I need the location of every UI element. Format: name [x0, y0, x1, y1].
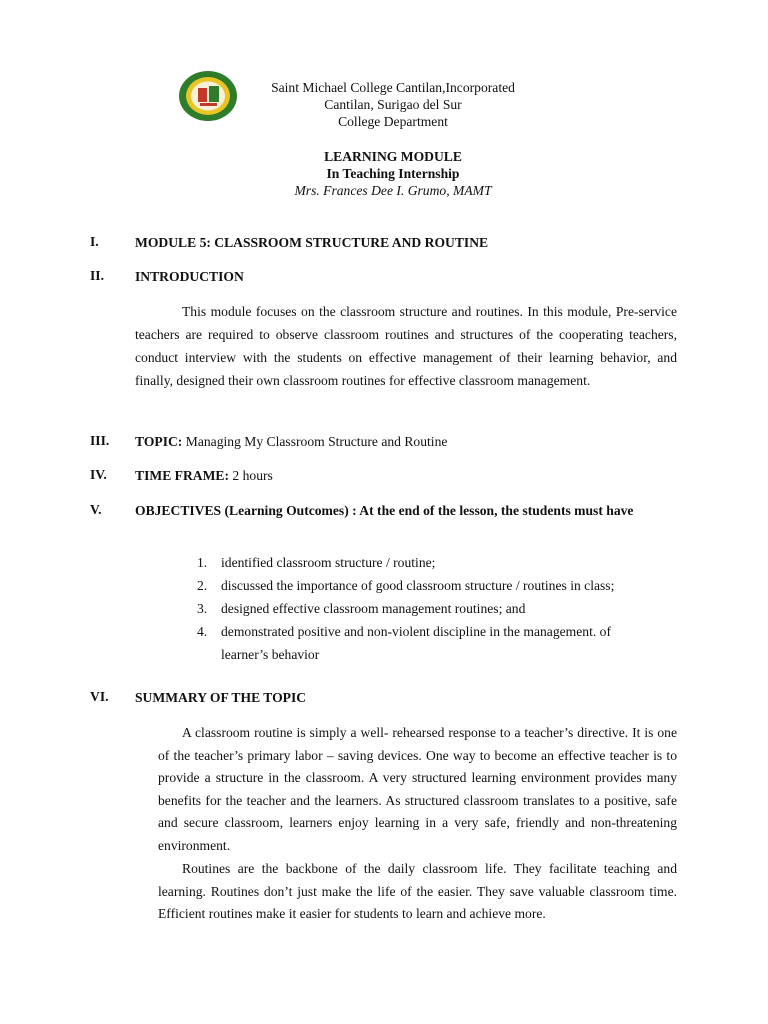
- section-number: II.: [90, 268, 104, 283]
- section-heading-objectives: OBJECTIVES (Learning Outcomes) : At the end of the lesson, the students must have: [135, 503, 634, 518]
- summary-paragraph-2: Routines are the backbone of the daily classroom life. They facilitate teaching and learning. Routines don’t just make the life of the easier. They save valuable classroom time. Efficient routines make it easier for students to learn and achieve more.: [158, 861, 677, 921]
- section-number: IV.: [90, 467, 107, 482]
- section-heading-module: MODULE 5: CLASSROOM STRUCTURE AND ROUTINE: [135, 235, 489, 250]
- course-name: In Teaching Internship: [326, 166, 460, 181]
- module-title: LEARNING MODULE: [324, 149, 462, 164]
- section-heading-summary: SUMMARY OF THE TOPIC: [135, 690, 307, 705]
- list-item: 4. demonstrated positive and non-violent discipline in the management. of learner’s behavior: [197, 620, 667, 666]
- list-item: 3. designed effective classroom management routines; and: [197, 601, 526, 616]
- topic-label: TOPIC:: [135, 434, 183, 449]
- section-number: VI.: [90, 689, 109, 704]
- topic-value: Managing My Classroom Structure and Routine: [185, 434, 448, 449]
- section-number: V.: [90, 502, 102, 517]
- summary-paragraph-1: A classroom routine is simply a well- rehearsed response to a teacher’s directive. It is one of the teacher’s primary labor – saving devices. One way to become an effective teacher is to provide a structure in the classroom. A very structured learning environment provides many benefits for the teacher and the learners. As structured classroom translates to a positive, safe and secure classroom, learners enjoy learning in a very safe, friendly and non-threatening environment.: [158, 725, 677, 853]
- section-number: I.: [90, 234, 99, 249]
- section-heading-time-frame: [135, 467, 675, 484]
- author: Mrs. Frances Dee I. Grumo, MAMT: [294, 183, 492, 198]
- section-number: III.: [90, 433, 110, 448]
- school-location: Cantilan, Surigao del Sur: [324, 97, 462, 112]
- list-item: 1. identified classroom structure / routine;: [197, 555, 436, 570]
- list-item-continuation: learner’s behavior: [221, 647, 320, 662]
- list-item: 2. discussed the importance of good classroom structure / routines in class;: [197, 578, 615, 593]
- section-heading-topic: [135, 433, 675, 450]
- department: College Department: [338, 114, 448, 129]
- time-frame-label: TIME FRAME:: [135, 468, 230, 483]
- introduction-text: This module focuses on the classroom structure and routines. In this module, Pre-service teachers are required to observe classroom routines and structures of the cooperating teachers, conduct interview with the students on effective management of their learning behavior, and finally, designed their own classroom routines for effective classroom management.: [135, 304, 677, 388]
- time-frame-value: 2 hours: [232, 468, 273, 483]
- section-heading-introduction: INTRODUCTION: [135, 269, 244, 284]
- school-name: Saint Michael College Cantilan,Incorporated: [271, 80, 515, 95]
